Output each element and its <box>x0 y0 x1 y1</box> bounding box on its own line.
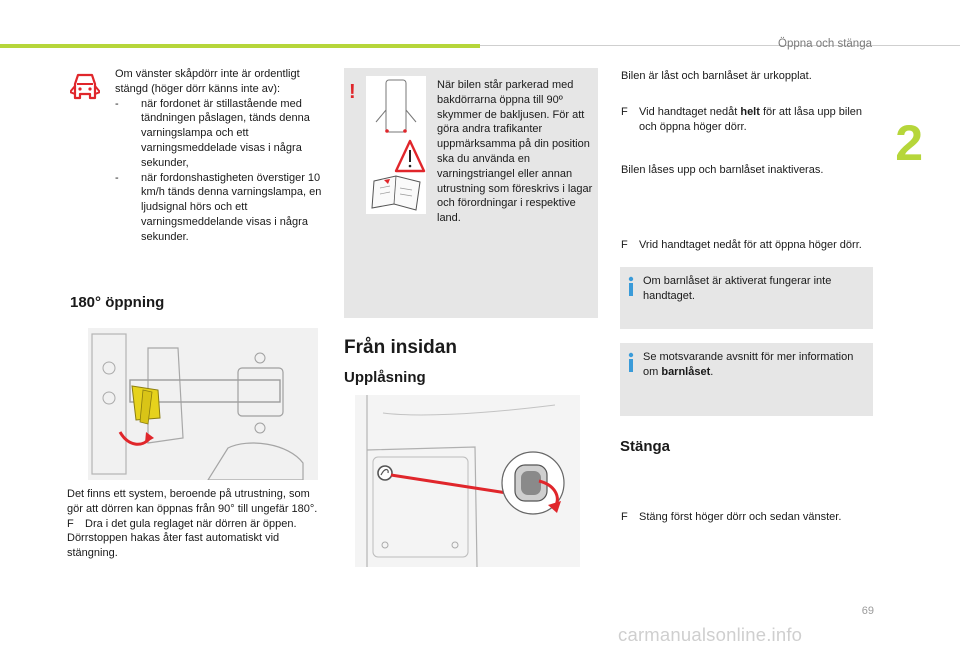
open-right-door-instruction <box>621 238 876 253</box>
inside-handle-photo <box>355 395 580 567</box>
info-icon <box>626 276 636 296</box>
door-warning-list <box>115 97 325 245</box>
info-text: Om barnlåset är aktiverat fungerar inte handtaget. <box>643 275 832 302</box>
info-text-bold: barnlåset <box>661 365 711 378</box>
bullet-text: Dra i det gula reglaget när dörren är öppen. <box>85 517 297 530</box>
list-dash: - <box>115 171 119 184</box>
bullet-mark: F <box>621 511 628 524</box>
bullet-mark: F <box>621 238 628 251</box>
unlock-result-text: Bilen låses upp och barnlåset inaktiveras. <box>621 164 824 176</box>
bullet-mark: F <box>67 517 74 530</box>
heading-unlocking: Upplåsning <box>344 369 426 386</box>
heading-from-inside: Från insidan <box>344 337 457 358</box>
unlock-instruction <box>621 105 876 135</box>
heading-closing: Stänga <box>620 438 671 455</box>
caution-text: När bilen står parkerad med bakdörrarna öppna till 90º skymmer de bakljusen. För att göra andra trafikanter uppmärksamma på din position ska du använda en varningstriangel eller annan utrustning som föreskrivs i lagar och förordningar i respektive land. <box>437 79 593 225</box>
list-dash: - <box>115 97 119 110</box>
bullet-mark: F <box>621 106 628 118</box>
info-text-part: Se motsvarande avsnitt för mer information om <box>643 351 854 378</box>
desc-paragraph: Det finns ett system, beroende på utrustning, som gör att dörren kan öppnas från 90° till ungefär 180°. <box>67 488 318 515</box>
header-rule <box>480 45 960 46</box>
list-item-text: när fordonshastigheten överstiger 10 km/h tänds denna varningslampa, en ljudsignal hörs och ett varningsmeddelande visas i några sekunder. <box>141 171 322 243</box>
bullet-text: Vid handtaget nedåt <box>639 106 741 118</box>
section-title: Öppna och stänga <box>778 38 872 50</box>
page-number: 69 <box>861 605 874 617</box>
heading-180-opening: 180° öppning <box>70 294 165 311</box>
bullet-text: för att låsa upp bilen och öppna höger dörr. <box>639 106 863 133</box>
desc-paragraph: Dörrstoppen hakas åter fast automatiskt vid stängning. <box>67 532 280 560</box>
info-box-child-lock <box>620 267 873 329</box>
list-item-text: när fordonet är stillastående med tändningen påslagen, tänds denna varningslampa och ett varningsmeddelade visas i några sekunder, <box>141 97 310 169</box>
caution-exclamation: ! <box>349 81 356 103</box>
header-accent-bar <box>0 44 480 48</box>
info-text-part: . <box>710 365 714 378</box>
door-open-warning-icon <box>70 72 100 106</box>
info-text <box>643 350 865 380</box>
bullet-text: Vrid handtaget nedåt för att öppna höger dörr. <box>639 238 862 251</box>
list-item <box>115 97 325 171</box>
door-warning-intro: Om vänster skåpdörr inte är ordentligt stängd (höger dörr känns inte av): <box>115 68 300 95</box>
info-icon <box>626 352 636 372</box>
warning-triangle-illustration <box>366 76 426 214</box>
door-stop-photo <box>88 328 318 480</box>
info-box-see-section <box>620 343 873 416</box>
close-doors-instruction <box>621 510 876 525</box>
bullet-bold: helt <box>740 106 760 118</box>
lock-status-text: Bilen är låst och barnlåset är urkopplat. <box>621 70 812 82</box>
chapter-number: 2 <box>895 115 923 171</box>
door-warning-text <box>115 67 325 245</box>
bullet-text: Stäng först höger dörr och sedan vänster. <box>639 511 842 524</box>
list-item <box>115 171 325 245</box>
desc-bullet <box>67 517 325 532</box>
watermark: carmanualsonline.info <box>618 624 803 645</box>
door-180-description <box>67 487 325 561</box>
